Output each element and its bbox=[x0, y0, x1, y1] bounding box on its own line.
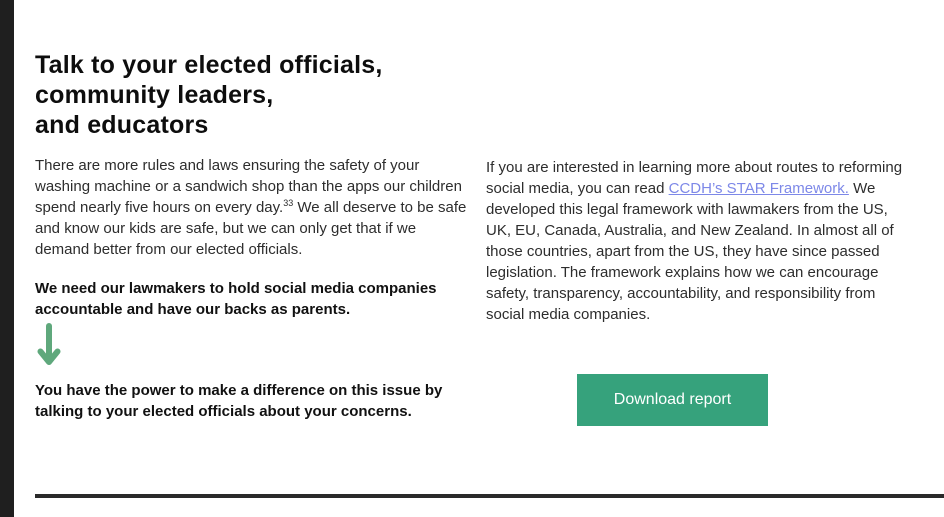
section-heading bbox=[35, 50, 475, 140]
framework-paragraph-text: If you are interested in learning more about routes to reforming social media, you can read bbox=[486, 159, 903, 197]
lawmakers-statement: We need our lawmakers to hold social media companies accountable and have our backs as parents. bbox=[35, 280, 437, 318]
star-framework-link[interactable]: CCDH’s STAR Framework. bbox=[668, 180, 849, 197]
download-report-button[interactable]: Download report bbox=[577, 374, 768, 426]
framework-paragraph bbox=[486, 157, 906, 325]
heading-line-1: Talk to your elected officials, bbox=[35, 51, 383, 79]
heading-line-3: and educators bbox=[35, 111, 209, 139]
bottom-divider bbox=[35, 494, 944, 498]
down-arrow-icon bbox=[37, 322, 61, 368]
left-edge-bar bbox=[0, 0, 14, 517]
footnote-marker: 33 bbox=[283, 198, 294, 208]
intro-paragraph bbox=[35, 155, 469, 260]
framework-paragraph-continued: We developed this legal framework with lawmakers from the US, UK, EU, Canada, Australia, and New Zealand. In almost all of those countries, apart from the US, they have since passed legislation. The framework explains how we can encourage safety, transparency, accountability, and responsibility from social media companies. bbox=[486, 180, 894, 323]
heading-line-2: community leaders, bbox=[35, 81, 274, 109]
cta-statement: You have the power to make a difference on this issue by talking to your elected officials about your concerns. bbox=[35, 382, 443, 420]
intro-paragraph-continued: We all deserve to be safe and know our kids are safe, but we can only get that if we demand better from our elected officials. bbox=[35, 199, 467, 258]
intro-paragraph-text: There are more rules and laws ensuring the safety of your washing machine or a sandwich shop than the apps our children spend nearly five hours on every day. bbox=[35, 157, 462, 216]
